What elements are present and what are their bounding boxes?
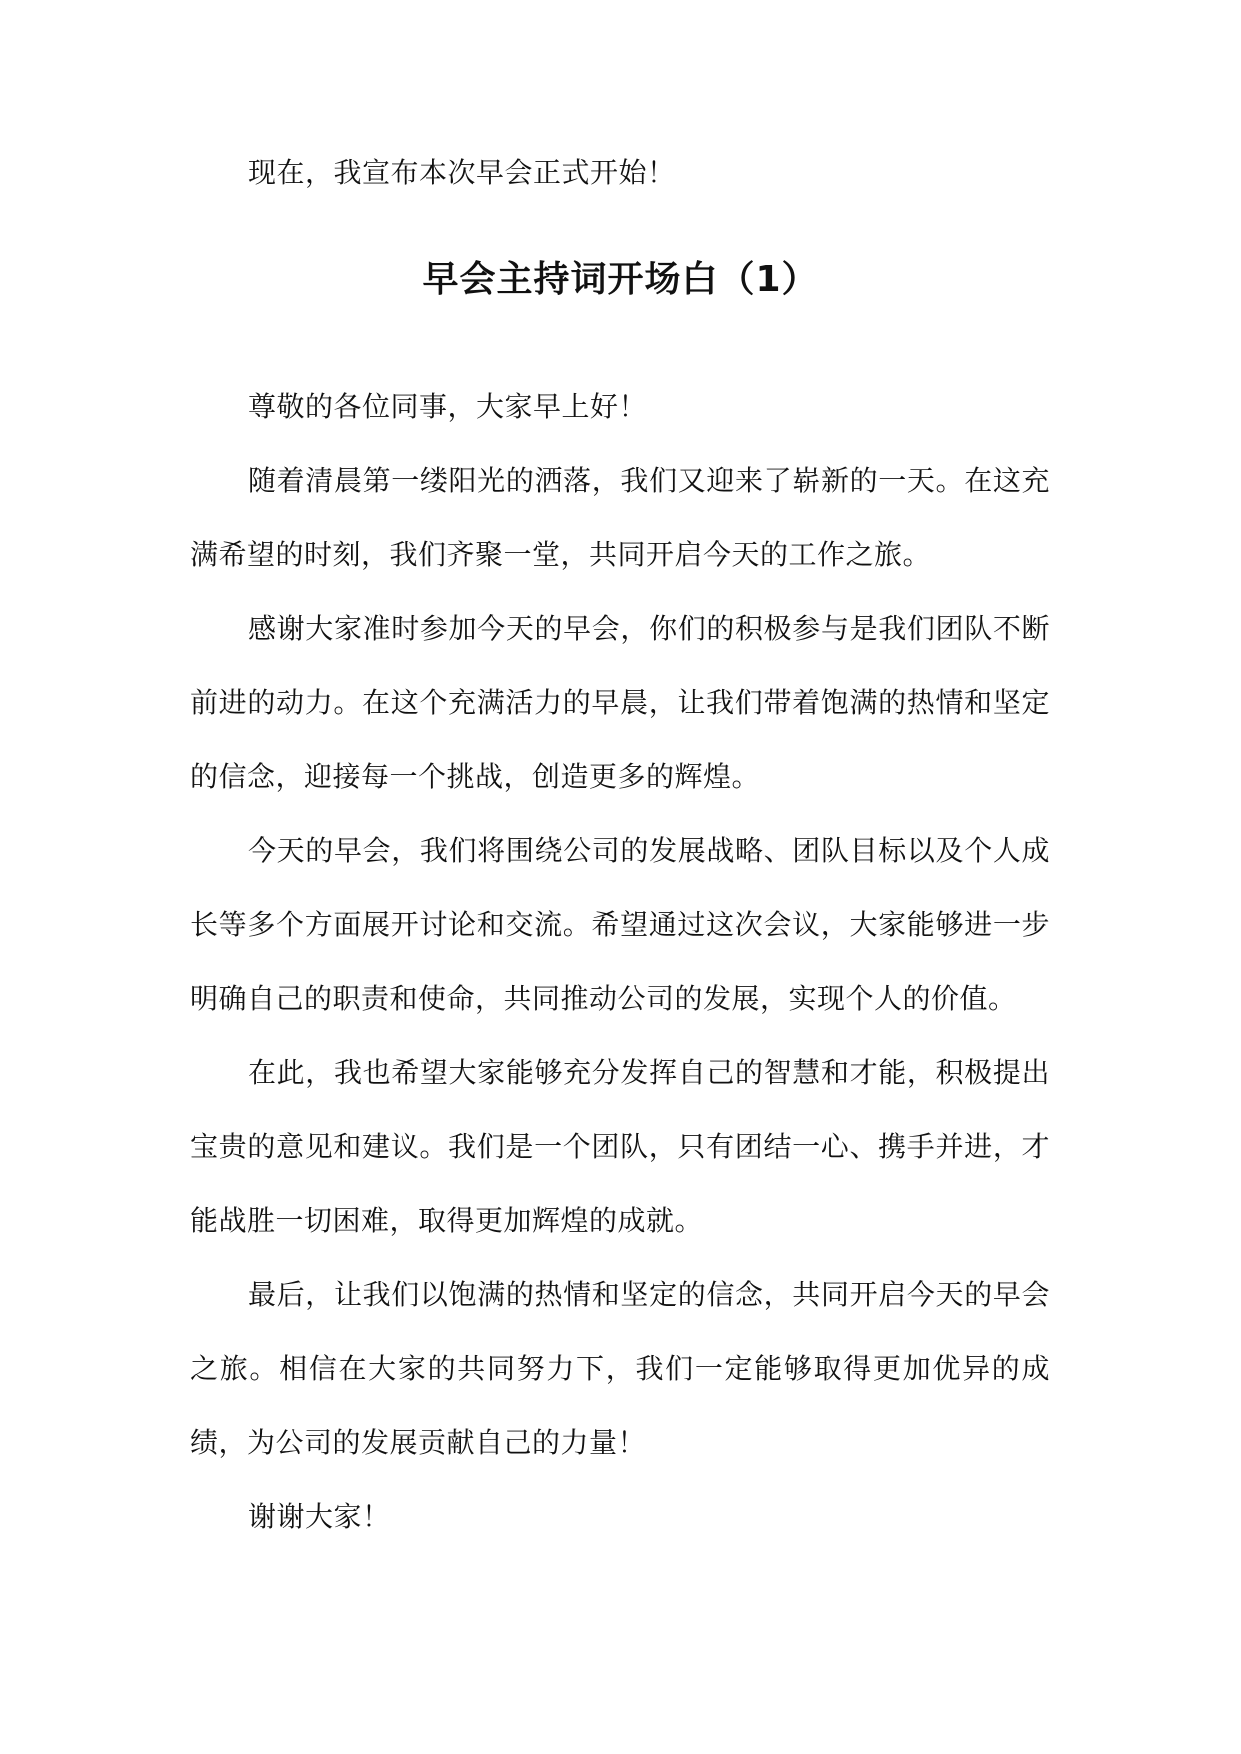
paragraph-greeting: 尊敬的各位同事，大家早上好！	[248, 390, 648, 423]
paragraph-closing: 最后，让我们以饱满的热情和坚定的信念，共同开启今天的早会之旅。相信在大家的共同努力下，我们一定能够取得更加优异的成绩，为公司的发展贡献自己的力量！	[190, 1278, 1050, 1459]
paragraph-thanks: 感谢大家准时参加今天的早会，你们的积极参与是我们团队不断前进的动力。在这个充满活力的早晨，让我们带着饱满的热情和坚定的信念，迎接每一个挑战，创造更多的辉煌。	[190, 612, 1050, 793]
paragraph-encouragement: 在此，我也希望大家能够充分发挥自己的智慧和才能，积极提出宝贵的意见和建议。我们是一个团队，只有团结一心、携手并进，才能战胜一切困难，取得更加辉煌的成就。	[190, 1056, 1050, 1237]
document-body	[190, 370, 1050, 1554]
document-title: 早会主持词开场白（1）	[422, 259, 819, 300]
intro-paragraph: 现在，我宣布本次早会正式开始！	[248, 156, 676, 189]
paragraph-opening: 随着清晨第一缕阳光的洒落，我们又迎来了崭新的一天。在这充满希望的时刻，我们齐聚一堂，共同开启今天的工作之旅。	[190, 464, 1050, 571]
paragraph-agenda: 今天的早会，我们将围绕公司的发展战略、团队目标以及个人成长等多个方面展开讨论和交流。希望通过这次会议，大家能够进一步明确自己的职责和使命，共同推动公司的发展，实现个人的价值。	[190, 834, 1050, 1015]
paragraph-thank-you: 谢谢大家！	[248, 1500, 391, 1533]
intro-block	[190, 136, 1050, 210]
